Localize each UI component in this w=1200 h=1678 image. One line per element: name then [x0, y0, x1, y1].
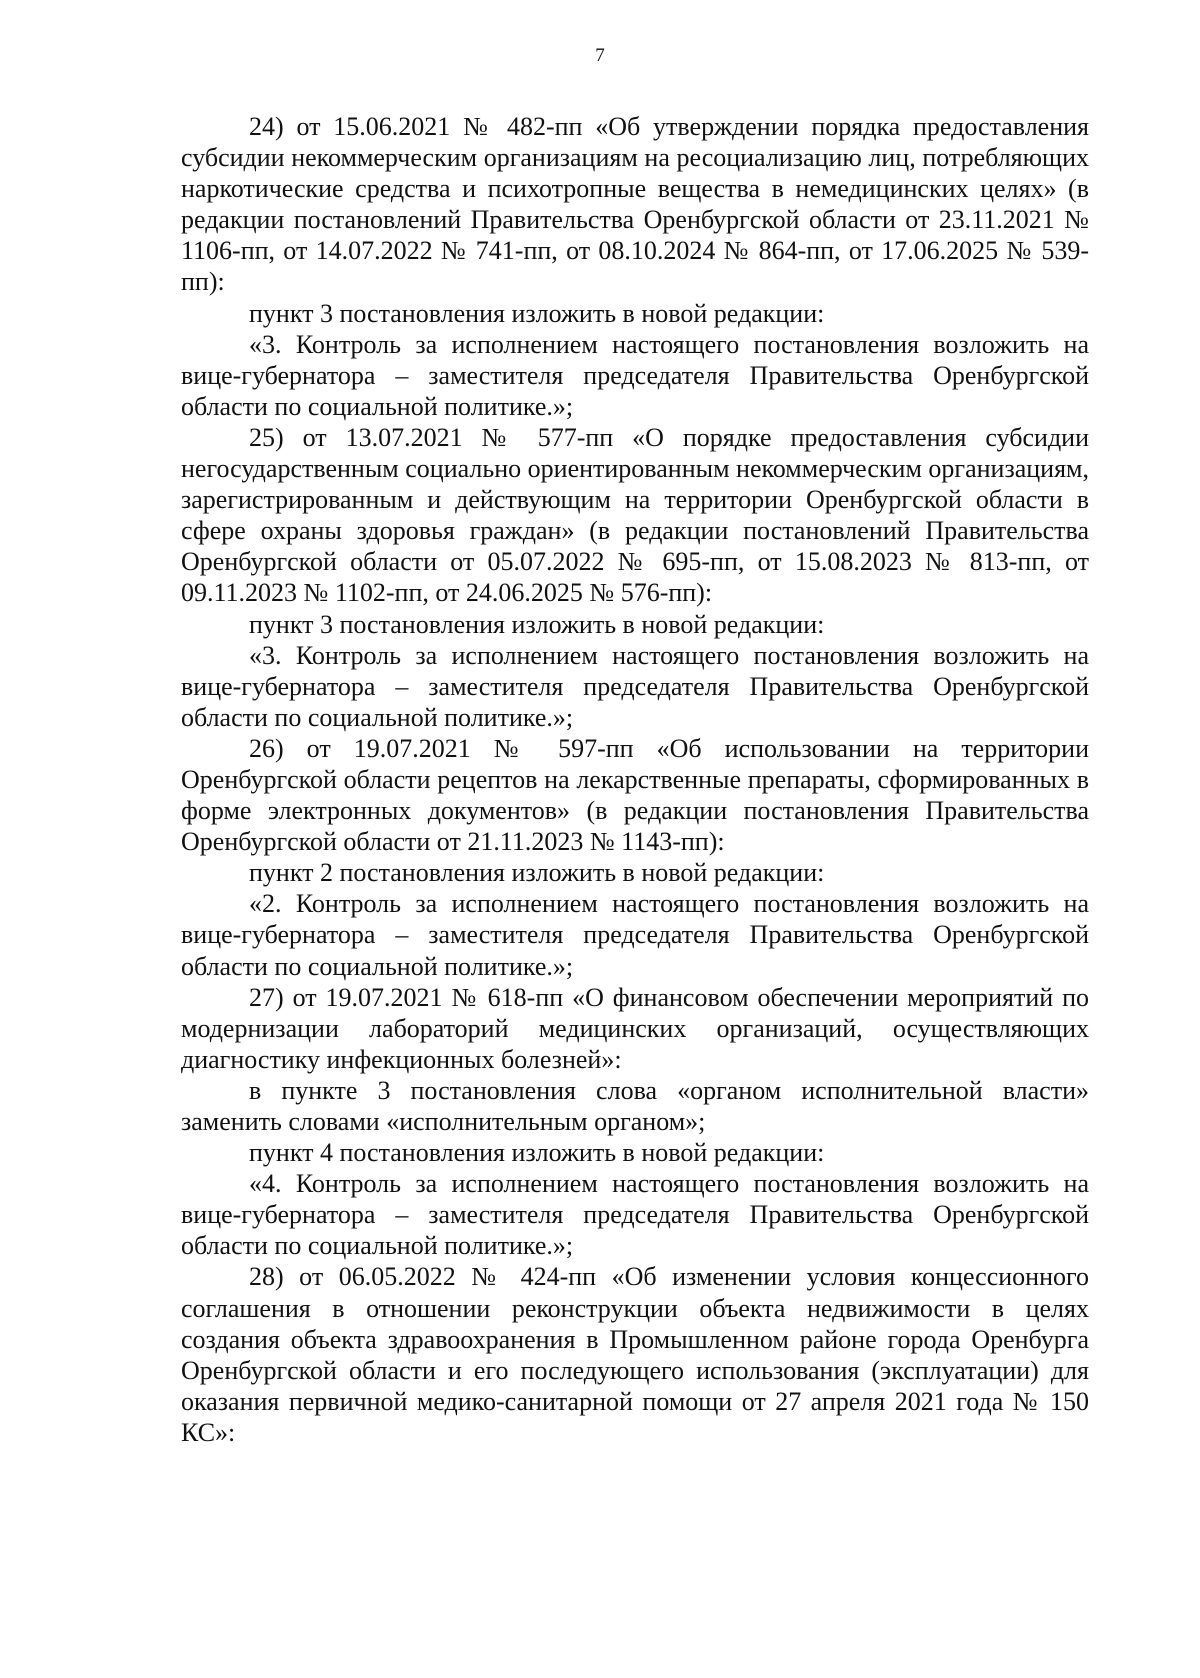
paragraph-item-25: 25) от 13.07.2021 № 577-пп «О порядке предоставления субсидии негосударственным социально ориентированным некоммерческим организациям, зарегистрированным и действующим на территории Оренбургской области в сфере охраны здоровья граждан» (в редакции постановлений Правительства Оренбургской области от 05.07.2022 № 695-пп, от 15.08.2023 № 813-пп, от 09.11.2023 № 1102-пп, от 24.06.2025 № 576-пп):	[181, 422, 1089, 608]
paragraph-item-24: 24) от 15.06.2021 № 482-пп «Об утверждении порядка предоставления субсидии некоммерческим организациям на ресоциализацию лиц, потребляющих наркотические средства и психотропные вещества в немедицинских целях» (в редакции постановлений Правительства Оренбургской области от 23.11.2021 № 1106-пп, от 14.07.2022 № 741-пп, от 08.10.2024 № 864-пп, от 17.06.2025 № 539-пп):	[181, 112, 1089, 297]
document-body	[181, 111, 1089, 1448]
paragraph-instruction: пункт 3 постановления изложить в новой редакции:	[249, 609, 825, 639]
paragraph-quote: «2. Контроль за исполнением настоящего постановления возложить на вице-губернатора – заместителя председателя Правительства Оренбургской области по социальной политике.»;	[181, 889, 1089, 981]
paragraph-instruction: пункт 2 постановления изложить в новой редакции:	[249, 858, 825, 888]
paragraph-quote: «3. Контроль за исполнением настоящего постановления возложить на вице-губернатора – заместителя председателя Правительства Оренбургской области по социальной политике.»;	[181, 329, 1089, 421]
paragraph-instruction: пункт 4 постановления изложить в новой редакции:	[249, 1138, 825, 1168]
page-number: 7	[595, 45, 605, 66]
paragraph-instruction: в пункте 3 постановления слова «органом исполнительной власти» заменить словами «исполнительным органом»;	[181, 1075, 1089, 1136]
paragraph-item-26: 26) от 19.07.2021 № 597-пп «Об использовании на территории Оренбургской области рецептов на лекарственные препараты, сформированных в форме электронных документов» (в редакции постановления Правительства Оренбургской области от 21.11.2023 № 1143-пп):	[181, 733, 1089, 857]
paragraph-item-28: 28) от 06.05.2022 № 424-пп «Об изменении условия концессионного соглашения в отношении реконструкции объекта недвижимости в целях создания объекта здравоохранения в Промышленном районе города Оренбурга Оренбургской области и его последующего использования (эксплуатации) для оказания первичной медико-санитарной помощи от 27 апреля 2021 года № 150 КС»:	[181, 1262, 1089, 1447]
paragraph-item-27: 27) от 19.07.2021 № 618-пп «О финансовом обеспечении мероприятий по модернизации лабораторий медицинских организаций, осуществляющих диагностику инфекционных болезней»:	[181, 982, 1089, 1074]
paragraph-quote: «3. Контроль за исполнением настоящего постановления возложить на вице-губернатора – заместителя председателя Правительства Оренбургской области по социальной политике.»;	[181, 640, 1089, 732]
paragraph-quote: «4. Контроль за исполнением настоящего постановления возложить на вице-губернатора – заместителя председателя Правительства Оренбургской области по социальной политике.»;	[181, 1169, 1089, 1261]
paragraph-instruction: пункт 3 постановления изложить в новой редакции:	[249, 298, 825, 328]
